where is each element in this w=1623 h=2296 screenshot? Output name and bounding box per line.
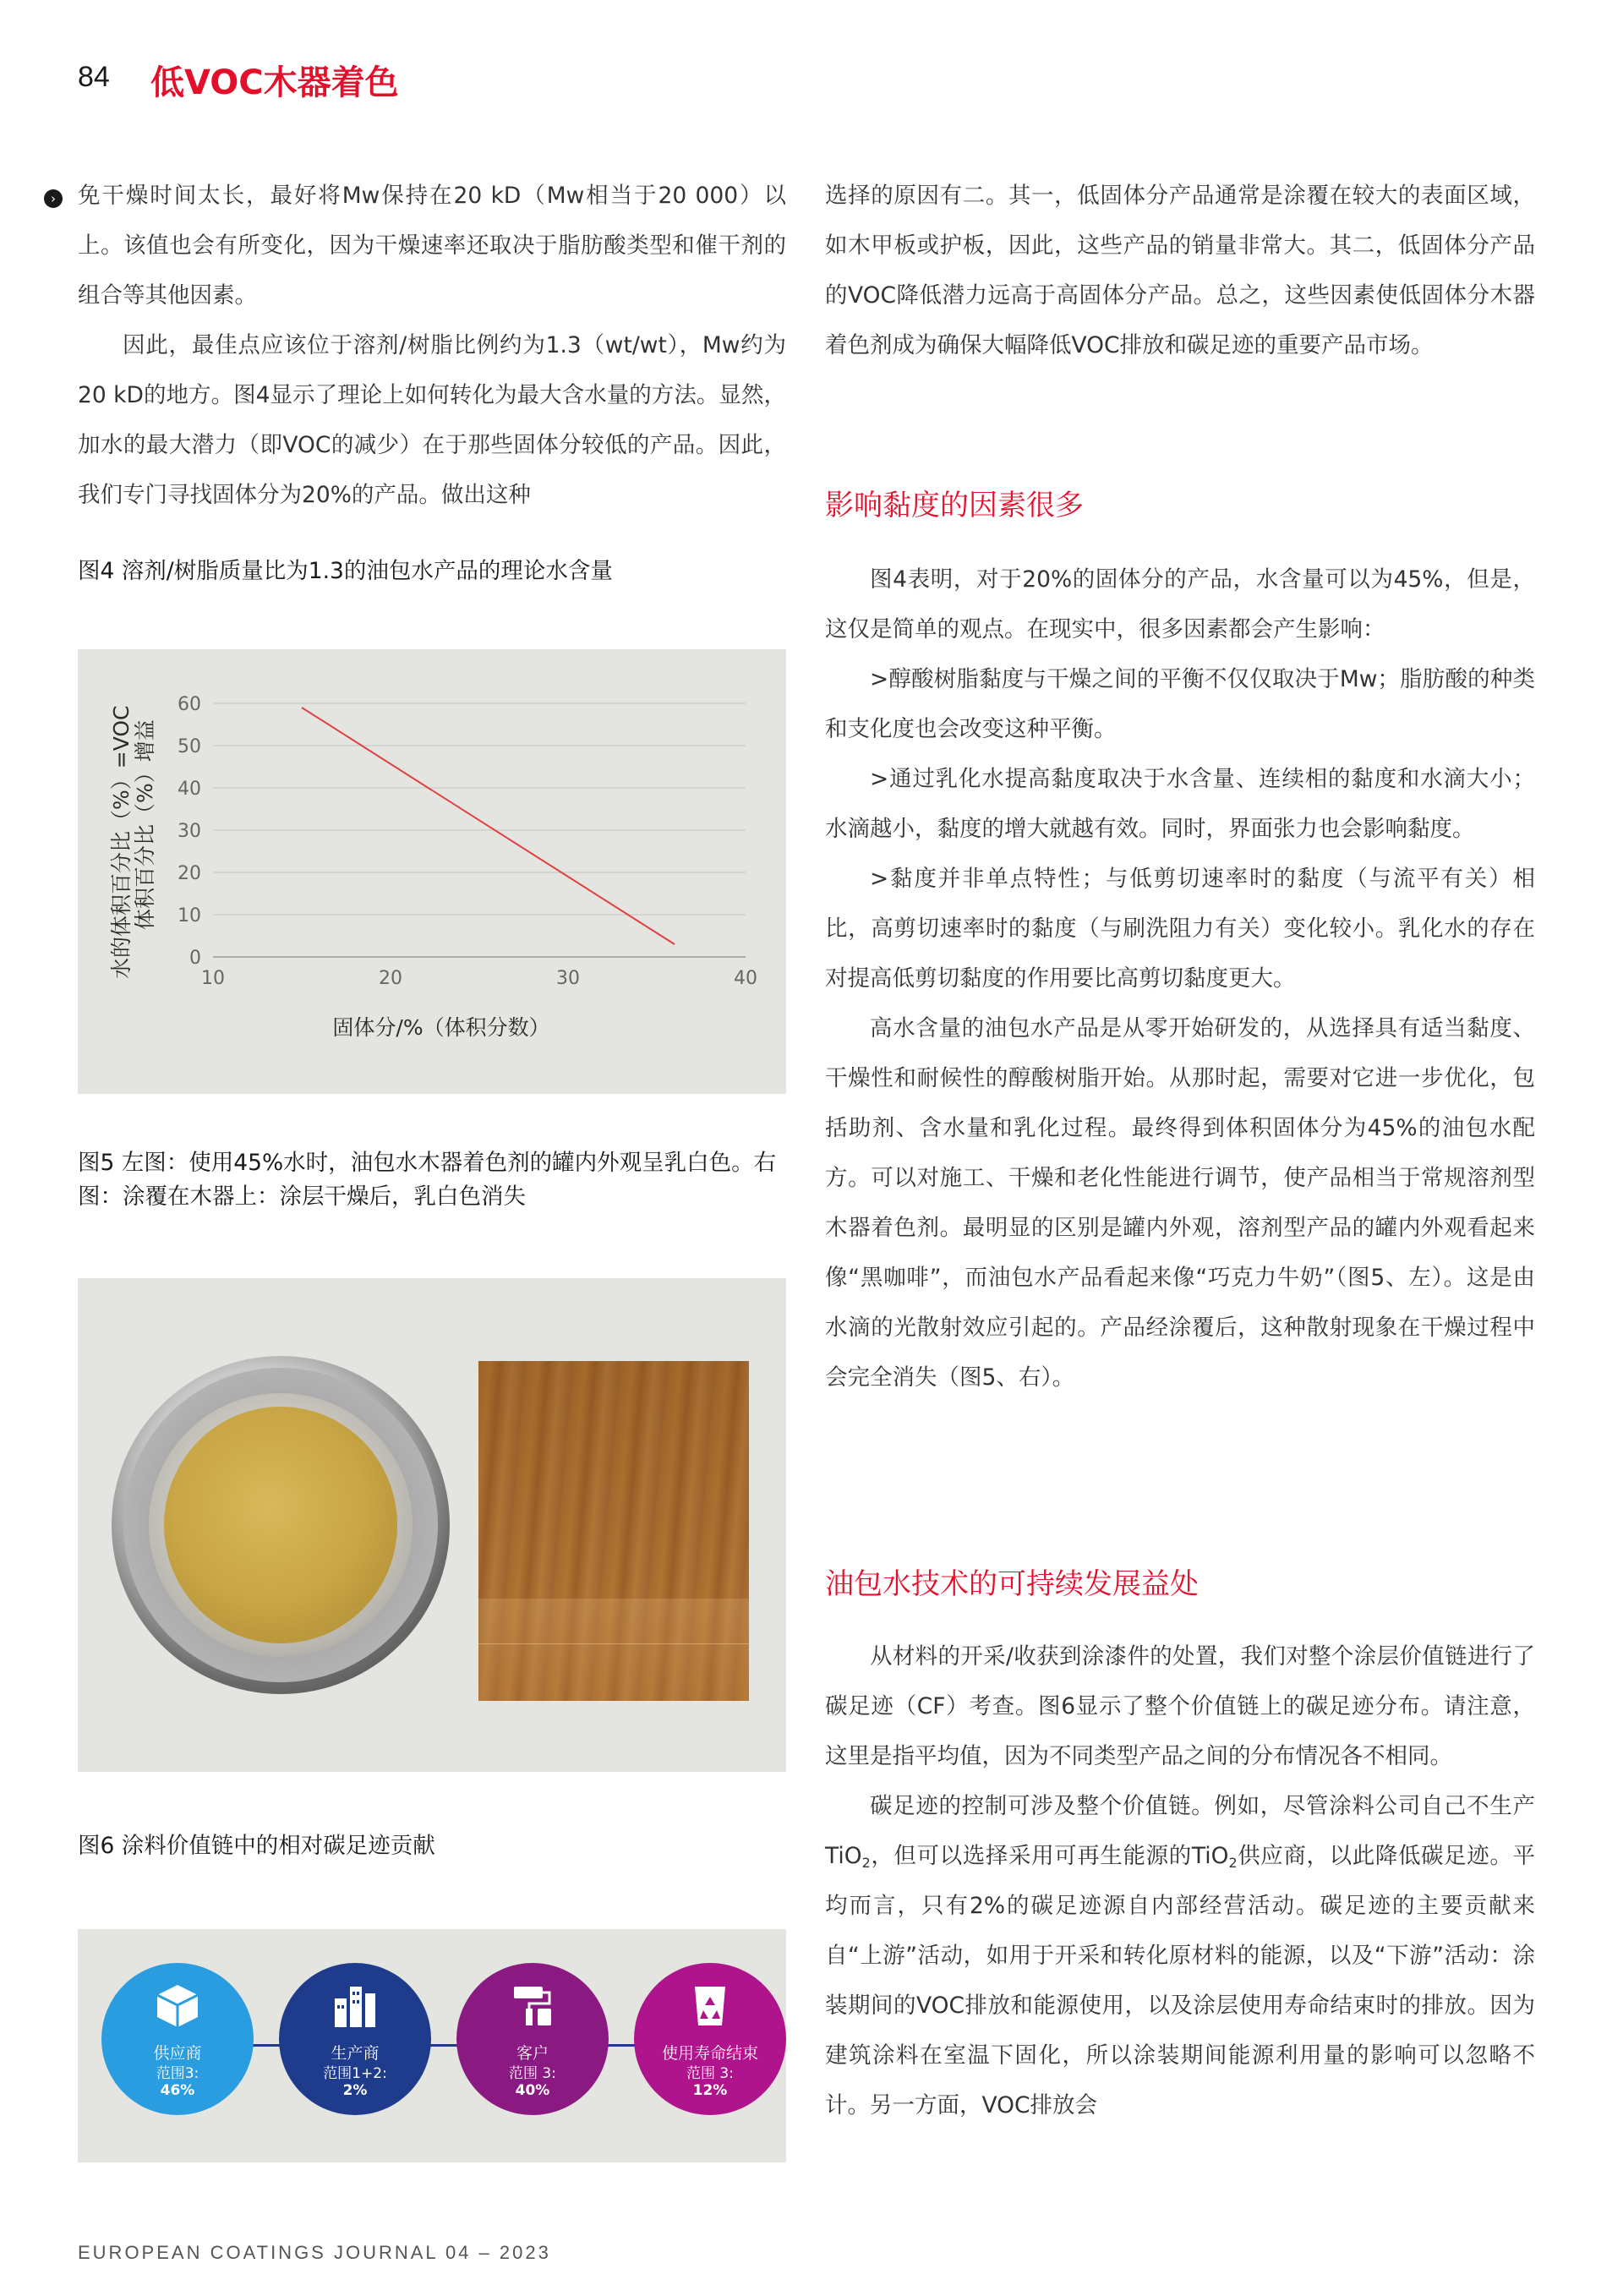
- left-column-text: [78, 171, 786, 520]
- right-paragraph-7: 从材料的开采/收获到涂漆件的处置，我们对整个涂层价值链进行了碳足迹（CF）考查。图6显示了整个价值链上的碳足迹分布。请注意，这里是指平均值，因为不同类型产品之间的分布情况各不相同。: [825, 1643, 1535, 1769]
- stage-percent: 40%: [515, 2082, 550, 2099]
- section-heading-viscosity: 影响黏度的因素很多: [825, 489, 1084, 522]
- y-tick-label: 0: [189, 948, 201, 969]
- chevron-right-icon: ›: [44, 189, 63, 208]
- stage-supplier: [101, 1963, 254, 2115]
- right-column-text-bottom: [825, 1632, 1535, 2130]
- y-tick-label: 40: [178, 779, 201, 800]
- y-tick-label: 30: [178, 821, 201, 842]
- right-column-text-top: [825, 171, 1535, 370]
- right-paragraph-5: >黏度并非单点特性；与低剪切速率时的黏度（与流平有关）相比，高剪切速率时的黏度（与刷洗阻力有关）变化较小。乳化水的存在对提高低剪切黏度的作用要比高剪切黏度更大。: [825, 866, 1535, 992]
- series-line: [302, 708, 675, 944]
- fig6-caption: 图6 涂料价值链中的相对碳足迹贡献: [78, 1833, 435, 1859]
- stage-label: 客户: [516, 2044, 549, 2063]
- x-tick-label: 30: [556, 968, 580, 989]
- y-axis-label-line1: 水的体积百分比（%）=VOC: [109, 705, 134, 979]
- right-paragraph-6: 高水含量的油包水产品是从零开始研发的，从选择具有适当黏度、干燥性和耐候性的醇酸树脂开始。从那时起，需要对它进一步优化，包括助剂、含水量和乳化过程。最终得到体积固体分为45%的油包水配方。可以对施工、干燥和老化性能进行调节，使产品相当于常规溶剂型木器着色剂。最明显的区别是罐内外观，溶剂型产品的罐内外观看起来像“黑咖啡”，而油包水产品看起来像“巧克力牛奶”（图5、左）。这是由水滴的光散射效应引起的。产品经涂覆后，这种散射现象在干燥过程中会完全消失（图5、右）。: [825, 1015, 1535, 1391]
- y-tick-label: 10: [178, 905, 201, 927]
- stage-scope: 范围1+2:: [323, 2065, 387, 2082]
- stage-end-of-life: [634, 1963, 786, 2115]
- fig6-diagram-panel: [78, 1929, 786, 2162]
- stage-customer: [456, 1963, 609, 2115]
- page-number: 84: [78, 61, 110, 93]
- x-tick-label: 40: [734, 968, 757, 989]
- stage-scope: 范围 3:: [509, 2065, 556, 2082]
- y-tick-label: 20: [178, 863, 201, 884]
- journal-footer: EUROPEAN COATINGS JOURNAL 04 – 2023: [78, 2242, 551, 2263]
- x-tick-label: 10: [201, 968, 225, 989]
- page-title: 低VOC木器着色: [150, 63, 399, 102]
- wood-sample-image: [478, 1361, 749, 1701]
- stage-label: 供应商: [153, 2044, 202, 2063]
- stage-manufacturer: [279, 1963, 431, 2115]
- right-paragraph-8: 碳足迹的控制可涉及整个价值链。例如，尽管涂料公司自己不生产TiO$_2$，但可以选择采用可再生能源的TiO$_2$供应商，以此降低碳足迹。平均而言，只有2%的碳足迹源自内部经营活动。碳足迹的主要贡献来自“上游”活动，如用于开采和转化原材料的能源，以及“下游”活动：涂装期间的VOC排放和能源使用，以及涂层使用寿命结束时的排放。因为建筑涂料在室温下固化，所以涂装期间能源利用量的影响可以忽略不计。另一方面，VOC排放会: [825, 1793, 1535, 2118]
- left-paragraph-1: 免干燥时间太长，最好将Mw保持在20 kD（Mw相当于20 000）以上。该值也会有所变化，因为干燥速率还取决于脂肪酸类型和催干剂的组合等其他因素。: [78, 183, 786, 309]
- stage-percent: 46%: [160, 2082, 195, 2099]
- stage-scope: 范围 3:: [686, 2065, 734, 2082]
- paint-can-image: [112, 1356, 450, 1694]
- box-icon: [152, 1982, 203, 2029]
- right-paragraph-2: 图4表明，对于20%的固体分的产品，水含量可以为45%，但是，这仅是简单的观点。在现实中，很多因素都会产生影响：: [825, 566, 1535, 642]
- x-tick-label: 20: [379, 968, 402, 989]
- stage-label: 使用寿命结束: [661, 2044, 758, 2063]
- left-paragraph-2: 因此，最佳点应该位于溶剂/树脂比例约为1.3（wt/wt），Mw约为20 kD的地方。图4显示了理论上如何转化为最大含水量的方法。显然，加水的最大潜力（即VOC的减少）在于那些固体分较低的产品。因此，我们专门寻找固体分为20%的产品。做出这种: [78, 332, 786, 508]
- stage-percent: 12%: [692, 2082, 728, 2099]
- stage-label: 生产商: [331, 2044, 380, 2063]
- factory-icon: [330, 1982, 380, 2029]
- right-paragraph-1: 选择的原因有二。其一，低固体分产品通常是涂覆在较大的表面区域，如木甲板或护板，因此，这些产品的销量非常大。其二，低固体分产品的VOC降低潜力远高于高固体分产品。总之，这些因素使低固体分木器着色剂成为确保大幅降低VOC排放和碳足迹的重要产品市场。: [825, 183, 1535, 358]
- y-tick-label: 50: [178, 736, 201, 757]
- right-paragraph-4: >通过乳化水提高黏度取决于水含量、连续相的黏度和水滴大小；水滴越小，黏度的增大就越有效。同时，界面张力也会影响黏度。: [825, 766, 1535, 842]
- fig5-photo-panel: [78, 1278, 786, 1772]
- fig4-caption: 图4 溶剂/树脂质量比为1.3的油包水产品的理论水含量: [78, 558, 613, 584]
- value-chain-connector: [188, 2044, 695, 2047]
- paint-roller-icon: [507, 1982, 558, 2029]
- stage-scope: 范围3:: [156, 2065, 199, 2082]
- y-tick-label: 60: [178, 694, 201, 715]
- fig4-chart-panel: [78, 649, 786, 1094]
- stage-percent: 2%: [342, 2082, 368, 2099]
- right-paragraph-3: >醇酸树脂黏度与干燥之间的平衡不仅仅取决于Mw；脂肪酸的种类和支化度也会改变这种平衡。: [825, 666, 1535, 742]
- recycle-bin-icon: [685, 1982, 735, 2029]
- fig5-caption: 图5 左图：使用45%水时，油包水木器着色剂的罐内外观呈乳白色。右图：涂覆在木器上：涂层干燥后，乳白色消失: [78, 1150, 777, 1210]
- fig4-chart: [78, 649, 786, 1094]
- x-axis-label: 固体分/%（体积分数）: [332, 1015, 550, 1040]
- y-axis-label-line2: 体积百分比（%）增益: [133, 719, 157, 930]
- right-column-text-mid: [825, 555, 1535, 1402]
- section-heading-sustainability: 油包水技术的可持续发展益处: [825, 1567, 1199, 1601]
